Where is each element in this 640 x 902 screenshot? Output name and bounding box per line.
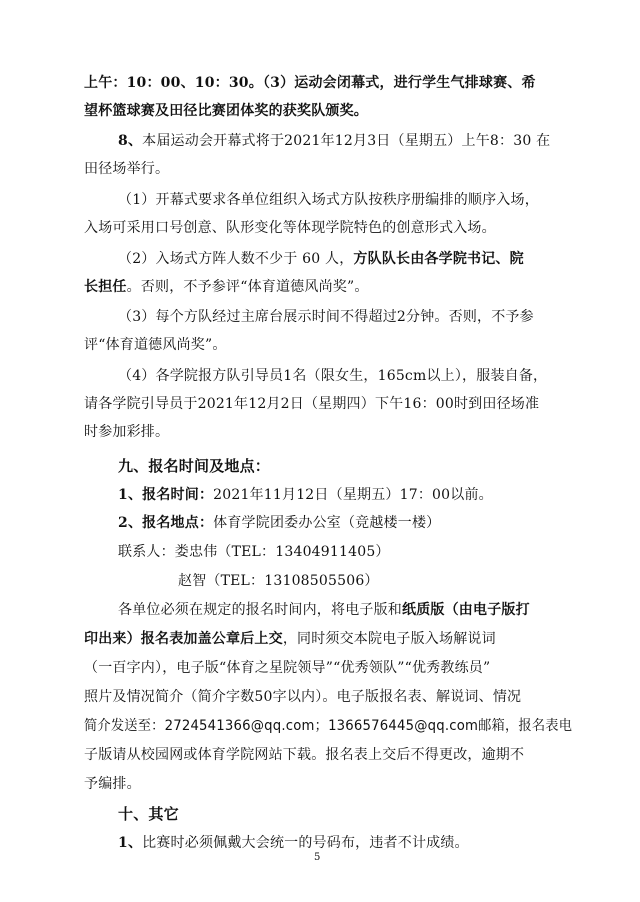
text-run: 各单位必须在规定的报名时间内，将电子版和 [118,602,402,618]
body-line-1 [84,73,536,93]
item-number: 1、 [118,835,143,851]
body-line-2 [84,101,368,121]
text-run: 上午：10：00、10：30。（3）运动会闭幕式，进行学生气排球赛、希 [84,75,536,91]
heading-text: 十、其它 [118,805,179,823]
notice-line-1 [118,600,530,620]
section-heading-9 [118,456,270,476]
heading-text: 九、报名时间及地点： [118,457,271,475]
item-8-line-1 [118,131,550,151]
text-run: 。否则，不予参评“体育道德风尚奖”。 [126,279,369,295]
notice-line-2 [84,629,496,649]
text-run: ，同时须交本院电子版入场解说词 [282,631,496,647]
text-run-bold: 方队队长由各学院书记、院 [353,251,524,267]
sub-item-2-line-2 [84,277,369,297]
field-value: 体育学院团委办公室（竞越楼一楼） [213,515,441,531]
sub-item-4-line-1 [118,366,547,386]
sub-item-3-line-1 [118,307,534,327]
section-heading-10 [118,804,179,824]
notice-line-7 [84,774,141,794]
other-item-1-line [118,833,469,853]
item-8-line-2 [84,159,169,179]
signup-location-line [118,513,440,533]
text-run: 评“体育道德风尚奖”。 [84,337,227,353]
text-run: 简介发送至：2724541366@qq.com；1366576445@qq.com邮箱，报名表电 [84,718,573,734]
text-run: （1）开幕式要求各单位组织入场式方队按秩序册编排的顺序入场， [118,192,539,208]
text-run: 照片及情况简介（简介字数50字以内）。电子版报名表、解说词、情况 [84,689,522,705]
text-run: （2）入场式方阵人数不少于 60 人， [118,251,354,267]
text-run: 本届运动会开幕式将于2021年12月3日（星期五）上午8：30 在 [142,133,551,149]
text-run: （一百字内），电子版“体育之星院领导”“优秀领队”“优秀教练员” [84,660,491,676]
notice-line-5 [84,716,572,736]
notice-line-6 [84,745,524,765]
text-run: 予编排。 [84,776,141,792]
item-number: 8、 [118,133,143,149]
text-run: 田径场举行。 [84,161,170,177]
notice-line-3 [84,658,490,678]
text-run: 赵智（TEL：13108505506） [178,573,379,589]
field-label: 2、报名地点： [118,515,214,531]
text-run: （3）每个方队经过主席台展示时间不得超过2分钟。否则，不予参 [118,309,534,325]
text-run-bold: 纸质版（由电子版打 [402,602,530,618]
text-run: 请各学院引导员于2021年12月2日（星期四）下午16：00时到田径场准 [84,396,540,412]
notice-line-4 [84,687,521,707]
text-run: 联系人：娄忠伟（TEL：13404911405） [118,544,390,560]
sub-item-1-line-1 [118,190,539,210]
text-run: 比赛时必须佩戴大会统一的号码布，违者不计成绩。 [142,835,469,851]
text-run-bold: 印出来）报名表加盖公章后上交 [84,631,283,647]
contact-line-1 [118,542,390,562]
sub-item-2-line-1 [118,249,524,269]
page-number: 5 [314,852,321,863]
text-run: 入场可采用口号创意、队形变化等体现学院特色的创意形式入场。 [84,220,496,236]
text-run: 望杯篮球赛及田径比赛团体奖的获奖队颁奖。 [84,103,368,119]
field-value: 2021年11月12日（星期五）17：00以前。 [213,487,493,503]
signup-time-line [118,485,493,505]
sub-item-4-line-2 [84,394,539,414]
contact-line-2 [178,571,379,591]
field-label: 1、报名时间： [118,487,214,503]
text-run: 时参加彩排。 [84,424,170,440]
sub-item-1-line-2 [84,218,496,238]
text-run: （4）各学院报方队引导员1名（限女生，165cm以上），服装自备， [118,368,548,384]
sub-item-3-line-2 [84,335,227,355]
text-run-bold: 长担任 [84,279,127,295]
text-run: 子版请从校园网或体育学院网站下载。报名表上交后不得更改，逾期不 [84,747,525,763]
sub-item-4-line-3 [84,422,169,442]
